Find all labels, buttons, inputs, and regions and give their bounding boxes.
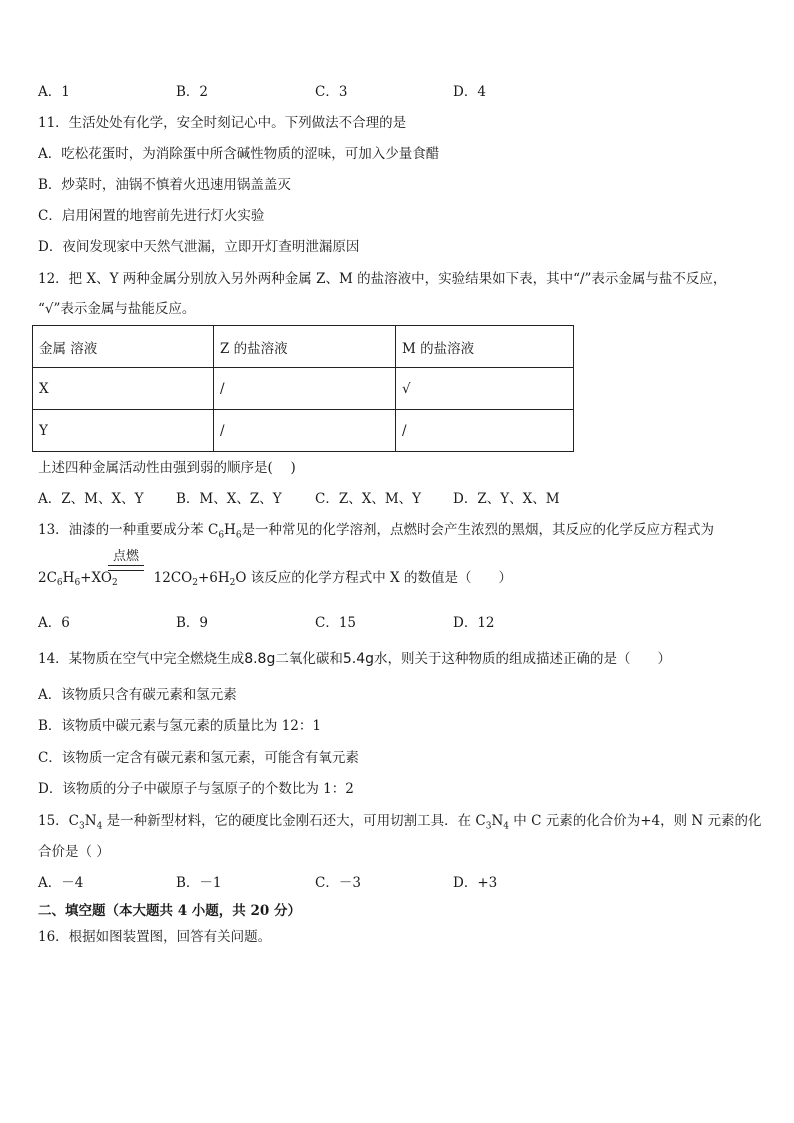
- q14-option-a: A．该物质只含有碳元素和氢元素: [38, 687, 237, 703]
- chemical-equation: $2C_6H_6+XO_2$ $12CO_2+6H_2O$ 该反应的化学方程式中 X 的数值是（ ）: [38, 570, 512, 588]
- reaction-results-table: [32, 325, 574, 452]
- q11-option-b: B．炒菜时，油锅不慎着火迅速用锅盖盖灭: [38, 177, 291, 193]
- q16-stem: 16．根据如图装置图，回答有关问题。: [38, 929, 272, 945]
- q10-option-d: D．4: [453, 84, 486, 100]
- q15-option-d: D．+3: [453, 875, 498, 891]
- table-cell: /: [214, 410, 396, 452]
- q13-option-a: A．6: [38, 615, 70, 631]
- q15-option-a: A．－4: [38, 875, 84, 891]
- q13-stem: 13．油漆的一种重要成分苯 $C_6H_6$是一种常见的化学溶剂，点燃时会产生浓烈的黑烟，其反应的化学反应方程式为: [38, 522, 715, 541]
- q11-option-d: D．夜间发现家中天然气泄漏，立即开灯查明泄漏原因: [38, 239, 360, 255]
- q11-option-c: C．启用闲置的地窖前先进行灯火实验: [38, 208, 265, 224]
- q12-question: 上述四种金属活动性由强到弱的顺序是( ): [38, 460, 296, 476]
- q10-option-b: B．2: [176, 84, 209, 100]
- table-cell: Y: [33, 410, 214, 452]
- q15-stem-line1: 15．$C_3N_4$ 是一种新型材料，它的硬度比金刚石还大，可用切割工具．在 $C_3N_4$ 中 C 元素的化合价为+4，则 N 元素的化: [38, 813, 762, 832]
- q12-stem-line1: 12．把 X、Y 两种金属分别放入另外两种金属 Z、M 的盐溶液中，实验结果如下表，其中“/”表示金属与盐不反应，: [38, 271, 727, 287]
- table-cell: /: [396, 410, 574, 452]
- table-cell: X: [33, 368, 214, 410]
- q11-option-a: A．吃松花蛋时，为消除蛋中所含碱性物质的涩味，可加入少量食醋: [38, 146, 440, 162]
- table-header-cell: 金属 溶液: [33, 326, 214, 368]
- q14-option-d: D．该物质的分子中碳原子与氢原子的个数比为 1：2: [38, 781, 354, 797]
- q15-option-c: C．－3: [315, 875, 361, 891]
- table-row: [33, 368, 574, 410]
- table-cell: /: [214, 368, 396, 410]
- table-header-row: [33, 326, 574, 368]
- q15-option-b: B．－1: [176, 875, 222, 891]
- q14-stem: 14．某物质在空气中完全燃烧生成8.8g二氧化碳和5.4g水，则关于这种物质的组成描述正确的是（ ）: [38, 651, 671, 667]
- q13-option-d: D．12: [453, 615, 495, 631]
- q15-stem-line2: 合价是（ ）: [38, 844, 110, 860]
- reaction-condition: 点燃: [108, 549, 144, 566]
- table-header-cell: Z 的盐溶液: [214, 326, 396, 368]
- table-header-cell: M 的盐溶液: [396, 326, 574, 368]
- section-heading: 二、填空题（本大题共 4 小题，共 20 分）: [38, 903, 301, 919]
- q10-option-a: A．1: [38, 84, 70, 100]
- q12-option-b: B．M、X、Z、Y: [176, 491, 282, 507]
- q13-option-c: C．15: [315, 615, 357, 631]
- q14-option-c: C．该物质一定含有碳元素和氢元素，可能含有氧元素: [38, 750, 359, 766]
- q12-option-d: D．Z、Y、X、M: [453, 491, 560, 507]
- q12-option-a: A．Z、M、X、Y: [38, 491, 144, 507]
- table-row: [33, 410, 574, 452]
- q10-option-c: C．3: [315, 84, 348, 100]
- q11-stem: 11．生活处处有化学，安全时刻记心中。下列做法不合理的是: [38, 115, 407, 131]
- q14-option-b: B．该物质中碳元素与氢元素的质量比为 12：1: [38, 718, 321, 734]
- table-cell: √: [396, 368, 574, 410]
- q13-option-b: B．9: [176, 615, 209, 631]
- q12-option-c: C．Z、X、M、Y: [315, 491, 422, 507]
- q12-stem-line2: “√”表示金属与盐能反应。: [38, 301, 196, 317]
